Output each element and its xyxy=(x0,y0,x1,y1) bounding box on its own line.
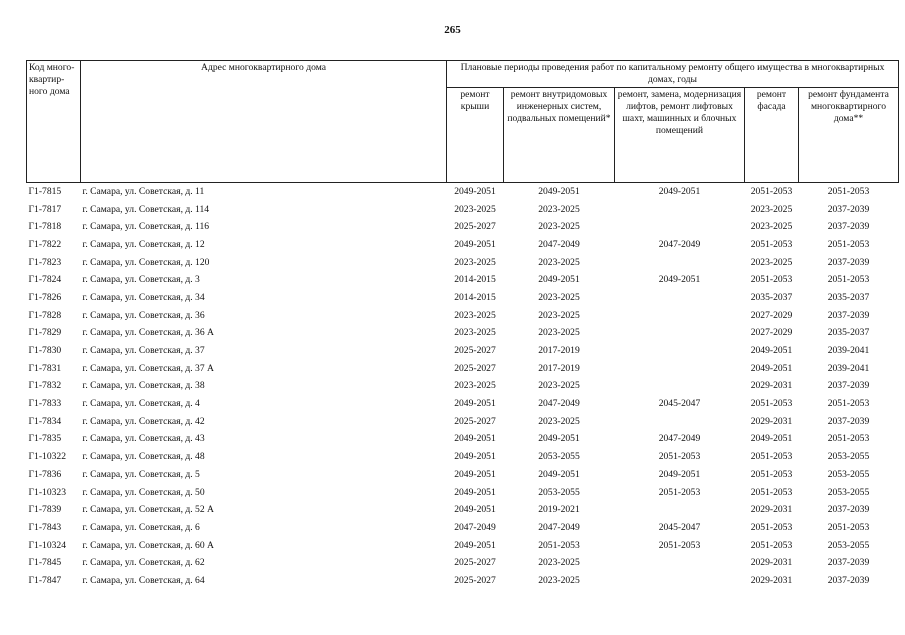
cell-lifts: 2049-2051 xyxy=(658,468,701,480)
cell-code: Г1-7832 xyxy=(28,380,62,392)
cell-roof: 2023-2025 xyxy=(454,380,496,392)
cell-lifts: 2049-2051 xyxy=(658,185,701,197)
cell-foundation: 2051-2053 xyxy=(827,521,870,533)
cell-address: г. Самара, ул. Советская, д. 6 xyxy=(82,521,200,533)
cell-systems: 2047-2049 xyxy=(538,398,580,410)
cell-lifts xyxy=(615,342,745,360)
cell-address: г. Самара, ул. Советская, д. 34 xyxy=(82,291,205,303)
cell-lifts: 2045-2047 xyxy=(658,398,701,410)
cell-facade: 2023-2025 xyxy=(750,256,793,268)
cell-address: г. Самара, ул. Советская, д. 37 А xyxy=(82,362,214,374)
header-address: Адрес многоквартирного дома xyxy=(81,61,447,183)
table-row xyxy=(27,236,899,254)
cell-code: Г1-7835 xyxy=(28,433,62,445)
cell-code: Г1-7843 xyxy=(28,521,62,533)
table-row xyxy=(27,254,899,272)
cell-code: Г1-7822 xyxy=(28,238,62,250)
cell-systems: 2053-2055 xyxy=(538,486,580,498)
cell-lifts xyxy=(615,254,745,272)
table-row xyxy=(27,342,899,360)
cell-address: г. Самара, ул. Советская, д. 114 xyxy=(82,203,210,215)
cell-facade: 2051-2053 xyxy=(750,539,793,551)
cell-roof: 2047-2049 xyxy=(454,521,496,533)
cell-roof: 2049-2051 xyxy=(454,185,496,197)
cell-lifts: 2049-2051 xyxy=(658,274,701,286)
cell-code: Г1-7834 xyxy=(28,415,62,427)
cell-address: г. Самара, ул. Советская, д. 43 xyxy=(82,433,205,445)
cell-facade: 2051-2053 xyxy=(750,468,793,480)
cell-systems: 2049-2051 xyxy=(538,185,580,197)
cell-systems: 2023-2025 xyxy=(538,415,580,427)
cell-facade: 2051-2053 xyxy=(750,274,793,286)
cell-address: г. Самара, ул. Советская, д. 52 А xyxy=(82,504,214,516)
cell-systems: 2049-2051 xyxy=(538,468,580,480)
cell-roof: 2049-2051 xyxy=(454,486,496,498)
table-row xyxy=(27,448,899,466)
cell-foundation: 2051-2053 xyxy=(827,274,870,286)
table-row xyxy=(27,201,899,219)
cell-foundation: 2051-2053 xyxy=(827,433,870,445)
cell-systems: 2047-2049 xyxy=(538,521,580,533)
cell-systems: 2017-2019 xyxy=(538,362,580,374)
cell-address: г. Самара, ул. Советская, д. 60 А xyxy=(82,539,214,551)
cell-roof: 2023-2025 xyxy=(454,327,496,339)
cell-systems: 2019-2021 xyxy=(538,504,580,516)
cell-facade: 2049-2051 xyxy=(750,362,793,374)
table-row xyxy=(27,289,899,307)
cell-foundation: 2039-2041 xyxy=(827,345,870,357)
cell-code: Г1-7823 xyxy=(28,256,62,268)
cell-foundation: 2053-2055 xyxy=(827,486,870,498)
table-row xyxy=(27,218,899,236)
cell-address: г. Самара, ул. Советская, д. 62 xyxy=(82,557,205,569)
table-row xyxy=(27,501,899,519)
cell-systems: 2023-2025 xyxy=(538,327,580,339)
cell-roof: 2049-2051 xyxy=(454,539,496,551)
cell-roof: 2023-2025 xyxy=(454,309,496,321)
cell-address: г. Самара, ул. Советская, д. 5 xyxy=(82,468,200,480)
cell-facade: 2023-2025 xyxy=(750,203,793,215)
cell-lifts: 2051-2053 xyxy=(658,486,701,498)
cell-address: г. Самара, ул. Советская, д. 3 xyxy=(82,274,200,286)
table-row xyxy=(27,395,899,413)
cell-facade: 2029-2031 xyxy=(750,504,793,516)
cell-systems: 2023-2025 xyxy=(538,309,580,321)
header-facade: ремонт фасада xyxy=(745,88,799,183)
header-systems: ремонт внутридомовых инженерных систем, подвальных помещений* xyxy=(504,88,615,183)
cell-address: г. Самара, ул. Советская, д. 37 xyxy=(82,345,205,357)
cell-address: г. Самара, ул. Советская, д. 42 xyxy=(82,415,205,427)
cell-code: Г1-7815 xyxy=(28,185,62,197)
header-roof: ремонт крыши xyxy=(447,88,504,183)
cell-address: г. Самара, ул. Советская, д. 36 А xyxy=(82,327,214,339)
cell-facade: 2051-2053 xyxy=(750,398,793,410)
cell-code: Г1-10322 xyxy=(28,451,67,463)
cell-address: г. Самара, ул. Советская, д. 120 xyxy=(82,256,210,268)
header-lifts: ремонт, замена, модернизация лифтов, ремонт лифтовых шахт, машинных и блочных помещений xyxy=(615,88,745,183)
header-foundation: ремонт фундамента многоквартирного дома** xyxy=(799,88,899,183)
cell-address: г. Самара, ул. Советская, д. 48 xyxy=(82,451,205,463)
cell-code: Г1-7830 xyxy=(28,345,62,357)
cell-systems: 2023-2025 xyxy=(538,221,580,233)
cell-address: г. Самара, ул. Советская, д. 64 xyxy=(82,574,205,586)
cell-systems: 2023-2025 xyxy=(538,256,580,268)
cell-systems: 2023-2025 xyxy=(538,291,580,303)
cell-address: г. Самара, ул. Советская, д. 36 xyxy=(82,309,205,321)
cell-lifts: 2047-2049 xyxy=(658,238,701,250)
cell-lifts xyxy=(615,218,745,236)
cell-lifts xyxy=(615,325,745,343)
cell-code: Г1-7818 xyxy=(28,221,62,233)
cell-roof: 2025-2027 xyxy=(454,415,496,427)
cell-code: Г1-7833 xyxy=(28,398,62,410)
cell-address: г. Самара, ул. Советская, д. 38 xyxy=(82,380,205,392)
cell-roof: 2049-2051 xyxy=(454,238,496,250)
cell-systems: 2047-2049 xyxy=(538,238,580,250)
table-row xyxy=(27,519,899,537)
cell-roof: 2049-2051 xyxy=(454,468,496,480)
cell-roof: 2025-2027 xyxy=(454,362,496,374)
cell-systems: 2049-2051 xyxy=(538,433,580,445)
table-row xyxy=(27,413,899,431)
capital-repair-table xyxy=(26,60,899,590)
cell-roof: 2049-2051 xyxy=(454,433,496,445)
cell-code: Г1-7829 xyxy=(28,327,62,339)
table-row xyxy=(27,378,899,396)
table-row xyxy=(27,307,899,325)
cell-lifts xyxy=(615,307,745,325)
cell-lifts xyxy=(615,201,745,219)
cell-foundation: 2053-2055 xyxy=(827,539,870,551)
cell-facade: 2051-2053 xyxy=(750,185,793,197)
cell-foundation: 2039-2041 xyxy=(827,362,870,374)
cell-code: Г1-7826 xyxy=(28,291,62,303)
cell-systems: 2023-2025 xyxy=(538,574,580,586)
cell-roof: 2023-2025 xyxy=(454,256,496,268)
cell-systems: 2049-2051 xyxy=(538,274,580,286)
cell-facade: 2051-2053 xyxy=(750,238,793,250)
cell-foundation: 2037-2039 xyxy=(827,256,870,268)
cell-code: Г1-7828 xyxy=(28,309,62,321)
cell-systems: 2023-2025 xyxy=(538,380,580,392)
cell-roof: 2049-2051 xyxy=(454,504,496,516)
cell-code: Г1-7839 xyxy=(28,504,62,516)
cell-facade: 2051-2053 xyxy=(750,521,793,533)
cell-roof: 2014-2015 xyxy=(454,291,496,303)
cell-code: Г1-10324 xyxy=(28,539,67,551)
cell-lifts xyxy=(615,289,745,307)
cell-roof: 2049-2051 xyxy=(454,398,496,410)
table-row xyxy=(27,484,899,502)
cell-foundation: 2037-2039 xyxy=(827,380,870,392)
cell-facade: 2035-2037 xyxy=(750,291,793,303)
table-row xyxy=(27,325,899,343)
cell-address: г. Самара, ул. Советская, д. 116 xyxy=(82,221,210,233)
cell-code: Г1-7817 xyxy=(28,203,62,215)
cell-facade: 2027-2029 xyxy=(750,309,793,321)
cell-roof: 2025-2027 xyxy=(454,221,496,233)
cell-facade: 2027-2029 xyxy=(750,327,793,339)
cell-systems: 2017-2019 xyxy=(538,345,580,357)
cell-systems: 2051-2053 xyxy=(538,539,580,551)
cell-foundation: 2037-2039 xyxy=(827,221,870,233)
cell-lifts xyxy=(615,378,745,396)
cell-code: Г1-10323 xyxy=(28,486,67,498)
cell-roof: 2025-2027 xyxy=(454,574,496,586)
cell-foundation: 2053-2055 xyxy=(827,468,870,480)
cell-lifts xyxy=(615,413,745,431)
table-row xyxy=(27,554,899,572)
header-periods: Плановые периоды проведения работ по капитальному ремонту общего имущества в многоквартирных домах, годы xyxy=(447,61,899,88)
cell-foundation: 2037-2039 xyxy=(827,504,870,516)
cell-code: Г1-7836 xyxy=(28,468,62,480)
cell-facade: 2029-2031 xyxy=(750,415,793,427)
table-body xyxy=(27,183,899,590)
cell-address: г. Самара, ул. Советская, д. 11 xyxy=(82,185,205,197)
table-row xyxy=(27,183,899,201)
cell-lifts: 2051-2053 xyxy=(658,539,701,551)
cell-facade: 2051-2053 xyxy=(750,451,793,463)
table-row xyxy=(27,431,899,449)
cell-systems: 2053-2055 xyxy=(538,451,580,463)
cell-roof: 2014-2015 xyxy=(454,274,496,286)
cell-foundation: 2051-2053 xyxy=(827,398,870,410)
cell-facade: 2029-2031 xyxy=(750,574,793,586)
cell-roof: 2049-2051 xyxy=(454,451,496,463)
header-code: Код много-квартир-ного дома xyxy=(27,61,81,183)
cell-foundation: 2037-2039 xyxy=(827,574,870,586)
cell-foundation: 2037-2039 xyxy=(827,415,870,427)
cell-lifts: 2045-2047 xyxy=(658,521,701,533)
table-row xyxy=(27,537,899,555)
cell-foundation: 2037-2039 xyxy=(827,557,870,569)
cell-address: г. Самара, ул. Советская, д. 12 xyxy=(82,238,205,250)
cell-foundation: 2035-2037 xyxy=(827,291,870,303)
table-row xyxy=(27,360,899,378)
cell-roof: 2025-2027 xyxy=(454,557,496,569)
cell-facade: 2049-2051 xyxy=(750,345,793,357)
cell-foundation: 2037-2039 xyxy=(827,203,870,215)
cell-foundation: 2051-2053 xyxy=(827,185,870,197)
table-row xyxy=(27,466,899,484)
cell-facade: 2029-2031 xyxy=(750,380,793,392)
cell-systems: 2023-2025 xyxy=(538,557,580,569)
cell-lifts xyxy=(615,501,745,519)
cell-facade: 2049-2051 xyxy=(750,433,793,445)
cell-roof: 2023-2025 xyxy=(454,203,496,215)
cell-code: Г1-7831 xyxy=(28,362,62,374)
cell-lifts: 2051-2053 xyxy=(658,451,701,463)
cell-code: Г1-7847 xyxy=(28,574,62,586)
cell-code: Г1-7845 xyxy=(28,557,62,569)
table-row xyxy=(27,271,899,289)
cell-facade: 2023-2025 xyxy=(750,221,793,233)
table-row xyxy=(27,572,899,590)
page-number: 265 xyxy=(444,24,461,36)
cell-address: г. Самара, ул. Советская, д. 4 xyxy=(82,398,200,410)
cell-foundation: 2035-2037 xyxy=(827,327,870,339)
cell-lifts xyxy=(615,554,745,572)
cell-address: г. Самара, ул. Советская, д. 50 xyxy=(82,486,205,498)
cell-systems: 2023-2025 xyxy=(538,203,580,215)
cell-foundation: 2053-2055 xyxy=(827,451,870,463)
cell-facade: 2051-2053 xyxy=(750,486,793,498)
cell-lifts xyxy=(615,360,745,378)
cell-lifts: 2047-2049 xyxy=(658,433,701,445)
cell-lifts xyxy=(615,572,745,590)
cell-code: Г1-7824 xyxy=(28,274,62,286)
cell-foundation: 2037-2039 xyxy=(827,309,870,321)
cell-foundation: 2051-2053 xyxy=(827,238,870,250)
cell-facade: 2029-2031 xyxy=(750,557,793,569)
cell-roof: 2025-2027 xyxy=(454,345,496,357)
